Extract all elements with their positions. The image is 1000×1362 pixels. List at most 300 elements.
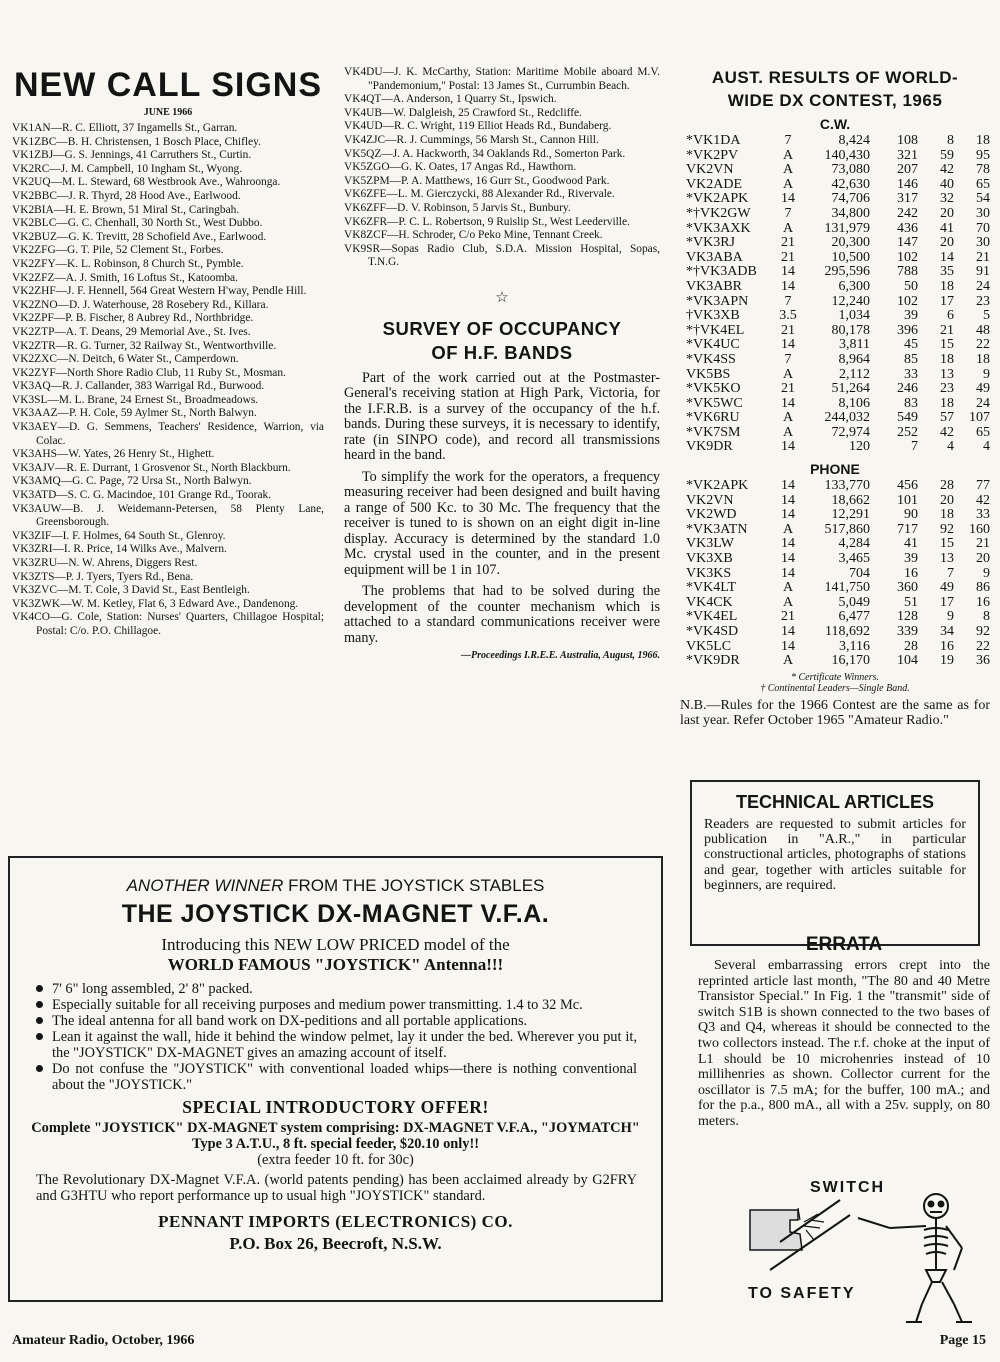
result-row	[686, 397, 990, 412]
ad-kicker	[10, 876, 661, 896]
result-multiplier-b: 92	[976, 624, 990, 639]
ad-intro-line-2: WORLD FAMOUS "JOYSTICK" Antenna!!!	[167, 955, 504, 974]
joystick-advertisement	[8, 856, 663, 1302]
call-sign-entry: VK2ZTP—A. T. Deans, 29 Memorial Ave., St. Ives.	[12, 325, 251, 338]
result-row	[686, 581, 990, 596]
result-band: 21	[781, 249, 795, 265]
call-sign-entry: VK3ZRI—I. R. Price, 14 Wilks Ave., Malvern.	[12, 543, 227, 556]
result-multiplier-a: 13	[940, 551, 954, 567]
call-sign-entry: VK3AHS—W. Yates, 26 Henry St., Highett.	[12, 448, 215, 461]
result-qsos: 39	[904, 308, 918, 324]
footer-page-number: Page 15	[939, 1333, 986, 1348]
errata-body: Several embarrassing errors crept into the reprinted article last month, "The 80 and 40 Metre Transistor Special." In Fig. 1 the "transmit" side of switch S1B is shown connected to the two bases of Q3 and Q4, whereas it should be connected to the two collectors instead. The r.f. choke at the input of L1 should be 10 microhenries instead of 10 millihenries as shown. Collector current for the oscillator is 7.5 mA; for the buffer, 100 mA.; and for the p.a., 800 mA., all with a 25v. supply, on 80 meters.	[698, 958, 990, 1129]
result-row	[686, 295, 990, 310]
result-points: 74,706	[831, 191, 870, 207]
result-multiplier-a: 35	[940, 264, 954, 280]
result-points: 16,170	[831, 653, 870, 669]
result-points: 80,178	[831, 322, 870, 338]
result-multiplier-b: 4	[983, 439, 990, 455]
result-row	[686, 368, 990, 383]
result-multiplier-b: 24	[976, 278, 990, 294]
call-sign-entry: VK2ZXC—N. Deitch, 6 Water St., Camperdown.	[12, 353, 239, 366]
result-multiplier-a: 32	[940, 191, 954, 207]
result-multiplier-a: 18	[940, 395, 954, 411]
new-call-signs-heading: NEW CALL SIGNS	[13, 66, 323, 104]
middle-column	[344, 66, 660, 661]
result-row	[686, 552, 990, 567]
call-sign-entry: VK6ZFR—P. C. L. Robertson, 9 Ruislip St., West Leederville.	[344, 215, 630, 228]
result-points: 140,430	[824, 147, 870, 163]
result-band: 21	[781, 609, 795, 625]
result-multiplier-a: 18	[940, 507, 954, 523]
ad-feature-item	[36, 981, 637, 997]
result-station-call: *VK2PV	[686, 147, 739, 163]
ad-offer-title: SPECIAL INTRODUCTORY OFFER!	[182, 1097, 489, 1117]
result-row	[686, 222, 990, 237]
result-row	[686, 192, 990, 207]
call-sign-entry: VK8ZCF—H. Schroder, C/o Peko Mine, Tennant Creek.	[344, 229, 603, 242]
result-station-call: VK9DR	[686, 439, 733, 455]
call-sign-entry: VK2BUZ—G. K. Trevitt, 28 Schofield Ave., Earlwood.	[12, 230, 267, 243]
result-points: 10,500	[831, 249, 870, 265]
result-row	[686, 163, 990, 178]
result-station-call: *VK4LT	[686, 580, 737, 596]
result-row	[686, 207, 990, 222]
result-qsos: 104	[897, 653, 918, 669]
result-multiplier-b: 78	[976, 162, 990, 178]
result-station-call: VK3LW	[686, 536, 734, 552]
result-row	[686, 338, 990, 353]
result-multiplier-b: 36	[976, 653, 990, 669]
result-row	[686, 537, 990, 552]
result-station-call: *VK3APN	[686, 293, 749, 309]
call-sign-entry: VK4UD—R. C. Wright, 119 Elliot Heads Rd., Bundaberg.	[344, 120, 612, 133]
footnote-certificate: * Certificate Winners.	[790, 671, 880, 683]
errata-section	[698, 934, 990, 1130]
ad-intro-line-1: Introducing this NEW LOW PRICED model of the	[161, 935, 510, 954]
result-band: A	[782, 410, 794, 426]
survey-paragraph: To simplify the work for the operators, a frequency measuring receiver had been designed and built having a range of 500 Kc. to 30 Mc. The frequency that the receiver is tuned to is shown on an eight digit in-line display. Accuracy is determined by the standard 1.0 Mc. crystal used in the counter, and in the present equipment will be 1 in 107.	[344, 468, 660, 578]
result-row	[686, 265, 990, 280]
result-multiplier-a: 16	[940, 638, 954, 654]
call-sign-entry: VK2ZHF—J. F. Hennell, 564 Great Western H'way, Pendle Hill.	[12, 285, 307, 298]
result-qsos: 436	[897, 220, 918, 236]
result-row	[686, 479, 990, 494]
result-station-call: *VK6RU	[686, 410, 740, 426]
result-qsos: 242	[897, 205, 918, 221]
result-points: 2,112	[839, 366, 870, 382]
result-points: 12,291	[831, 507, 870, 523]
result-station-call: VK5BS	[686, 366, 731, 382]
result-qsos: 317	[897, 191, 918, 207]
call-sign-entry: VK4QT—A. Anderson, 1 Quarry St., Ipswich.	[344, 93, 557, 106]
result-station-call: *†VK3ADB	[686, 264, 757, 280]
result-station-call: VK2ADE	[686, 176, 742, 192]
result-row	[686, 654, 990, 669]
result-points: 141,750	[824, 580, 870, 596]
result-station-call: *VK4EL	[686, 609, 738, 625]
call-sign-entry: VK2BLC—G. C. Chenhall, 30 North St., West Dubbo.	[12, 217, 263, 230]
call-sign-entry: VK3ZWK—W. M. Ketley, Flat 6, 3 Edward Ave., Dandenong.	[12, 597, 299, 610]
result-band: 14	[781, 624, 795, 639]
result-band: A	[782, 162, 794, 178]
call-sign-entry: VK2ZFG—G. T. Pile, 52 Clement St., Forbes.	[12, 244, 224, 257]
call-sign-entry: VK2BBC—J. R. Thyrd, 28 Hood Ave., Earlwood.	[12, 189, 241, 202]
call-sign-entry: VK2ZNO—D. J. Waterhouse, 28 Rosebery Rd., Killara.	[12, 298, 269, 311]
result-station-call: *VK2APK	[686, 478, 749, 494]
call-sign-entry: VK1AN—R. C. Elliott, 37 Ingamells St., Garran.	[12, 122, 238, 134]
call-sign-entry: VK5QZ—J. A. Hackworth, 34 Oaklands Rd., Somerton Park.	[344, 147, 626, 160]
result-qsos: 28	[904, 638, 918, 654]
result-multiplier-b: 24	[976, 395, 990, 411]
result-band: A	[782, 580, 794, 596]
result-points: 131,979	[824, 220, 870, 236]
result-multiplier-a: 40	[940, 176, 954, 192]
result-multiplier-a: 42	[940, 424, 954, 440]
result-qsos: 85	[904, 351, 918, 367]
result-multiplier-a: 34	[940, 624, 954, 639]
call-sign-entry: VK3ZTS—P. J. Tyers, Tyers Rd., Bena.	[12, 570, 194, 583]
result-points: 118,692	[825, 624, 870, 639]
call-sign-entry: VK2UQ—M. L. Steward, 68 Westbrook Ave., Wahroonga.	[12, 176, 281, 189]
result-band: 7	[784, 205, 792, 221]
result-station-call: VK3ABR	[686, 278, 743, 294]
cw-results-table	[686, 134, 990, 455]
result-points: 4,284	[838, 536, 870, 552]
call-sign-entry: VK4DU—J. K. McCarthy, Station: Maritime Mobile aboard M.V. "Pandemonium," Postal: 13 James St., Currumbin Beach.	[344, 66, 660, 92]
result-points: 6,300	[838, 278, 870, 294]
call-sign-entry: VK9SR—Sopas Radio Club, S.D.A. Mission Hospital, Sopas, T.N.G.	[344, 242, 660, 269]
call-sign-entry: VK3ATD—S. C. G. Macindoe, 101 Grange Rd., Toorak.	[12, 489, 272, 502]
result-band: 7	[784, 133, 792, 148]
result-qsos: 788	[897, 264, 918, 280]
result-multiplier-b: 48	[976, 322, 990, 338]
result-qsos: 396	[897, 322, 918, 338]
ad-feature-text: Do not confuse the "JOYSTICK" with conventional loaded whips—there is nothing conventional about the "JOYSTICK."	[52, 1061, 637, 1093]
result-qsos: 33	[904, 366, 918, 382]
bullet-icon	[36, 1065, 43, 1072]
result-points: 73,080	[831, 162, 870, 178]
result-multiplier-b: 5	[983, 308, 990, 324]
result-points: 295,596	[824, 264, 870, 280]
result-row	[686, 251, 990, 266]
result-multiplier-a: 6	[947, 308, 954, 324]
call-sign-entry: VK3AEY—D. G. Semmens, Teachers' Residence, Warrion, via Colac.	[12, 421, 324, 447]
result-multiplier-a: 17	[940, 594, 954, 610]
result-multiplier-a: 21	[940, 322, 954, 338]
result-band: 14	[781, 536, 795, 552]
result-multiplier-b: 160	[969, 521, 990, 537]
result-multiplier-a: 9	[947, 609, 954, 625]
bullet-icon	[36, 1017, 43, 1024]
ad-kicker-rest: FROM THE JOYSTICK STABLES	[288, 876, 545, 895]
ad-feature-item	[36, 1029, 637, 1061]
result-station-call: *VK3AXK	[686, 220, 751, 236]
footer-publication: Amateur Radio, October, 1966	[12, 1333, 195, 1348]
result-band: A	[782, 220, 794, 236]
call-sign-entry: VK5ZPM—P. A. Matthews, 16 Gurr St., Goodwood Park.	[344, 174, 610, 187]
call-sign-entry: VK2RC—J. M. Campbell, 10 Ingham St., Wyong.	[12, 162, 243, 175]
result-multiplier-a: 15	[940, 536, 954, 552]
result-band: 7	[784, 293, 792, 309]
result-points: 8,964	[838, 351, 870, 367]
bullet-icon	[36, 985, 43, 992]
result-station-call: *VK3ATN	[686, 521, 748, 537]
result-qsos: 252	[897, 424, 918, 440]
skeleton-illustration	[740, 1170, 980, 1330]
result-qsos: 146	[897, 176, 918, 192]
switch-box-shape	[750, 1210, 802, 1250]
call-sign-entry: VK6ZFE—L. M. Gierczycki, 88 Alexander Rd., Rivervale.	[344, 188, 615, 201]
result-qsos: 83	[904, 395, 918, 411]
result-points: 704	[849, 565, 870, 581]
result-multiplier-b: 107	[969, 410, 990, 426]
result-band: 14	[781, 278, 795, 294]
result-station-call: *VK9DR	[686, 653, 740, 669]
result-row	[686, 178, 990, 193]
result-band: 14	[781, 551, 795, 567]
survey-citation: —Proceedings I.R.E.E. Australia, August, 1966.	[460, 650, 660, 662]
result-multiplier-b: 91	[976, 264, 990, 280]
result-multiplier-b: 9	[983, 366, 990, 382]
result-band: A	[782, 424, 794, 440]
dateline: JUNE 1966	[143, 107, 193, 118]
result-points: 72,974	[831, 424, 870, 440]
result-band: 21	[781, 322, 795, 338]
result-multiplier-b: 22	[976, 337, 990, 353]
result-band: 14	[781, 638, 795, 654]
call-sign-entry: VK3AAZ—P. H. Cole, 59 Aylmer St., North Balwyn.	[12, 407, 257, 420]
result-qsos: 41	[904, 536, 918, 552]
ad-feature-item	[36, 1061, 637, 1093]
result-qsos: 45	[904, 337, 918, 353]
ad-feature-text: 7' 6" long assembled, 2' 8" packed.	[52, 981, 253, 997]
result-multiplier-b: 33	[976, 507, 990, 523]
result-station-call: *†VK4EL	[686, 322, 745, 338]
result-row	[686, 610, 990, 625]
result-station-call: *VK5WC	[686, 395, 743, 411]
result-band: 21	[781, 381, 795, 397]
result-row	[686, 382, 990, 397]
result-points: 517,860	[824, 521, 870, 537]
result-multiplier-a: 17	[940, 293, 954, 309]
survey-title-line-1: SURVEY OF OCCUPANCY	[382, 317, 622, 339]
result-qsos: 128	[897, 609, 918, 625]
result-points: 12,240	[831, 293, 870, 309]
new-call-signs-column	[12, 66, 324, 639]
ad-offer-extra: (extra feeder 10 ft. for 30c)	[257, 1152, 414, 1168]
result-multiplier-b: 21	[976, 249, 990, 265]
footnote-continental: † Continental Leaders—Single Band.	[760, 682, 910, 694]
result-qsos: 360	[897, 580, 918, 596]
ad-feature-text: The ideal antenna for all band work on DX-peditions and all portable applications.	[52, 1013, 528, 1029]
result-station-call: VK2WD	[686, 507, 737, 523]
result-multiplier-b: 30	[976, 235, 990, 251]
result-station-call: VK3XB	[686, 551, 733, 567]
call-sign-entry: VK1ZBC—B. H. Christensen, 1 Bosch Place, Chifley.	[12, 135, 261, 148]
result-row	[686, 411, 990, 426]
result-points: 244,032	[824, 410, 870, 426]
result-points: 3,465	[838, 551, 870, 567]
result-row	[686, 567, 990, 582]
result-qsos: 101	[897, 492, 918, 508]
result-band: 14	[781, 439, 795, 455]
errata-heading: ERRATA	[805, 934, 883, 955]
result-qsos: 102	[897, 293, 918, 309]
result-multiplier-a: 18	[940, 278, 954, 294]
result-multiplier-b: 54	[976, 191, 990, 207]
result-points: 1,034	[838, 308, 870, 324]
result-row	[686, 523, 990, 538]
result-row	[686, 625, 990, 640]
result-points: 133,770	[824, 478, 870, 494]
result-qsos: 51	[904, 594, 918, 610]
call-sign-entry: VK3ZVC—M. T. Cole, 3 David St., East Bentleigh.	[12, 584, 250, 597]
call-sign-entry: VK4CO—G. Cole, Station: Nurses' Quarters, Chillagoe Hospital; Postal: C/o. P.O. Chillagoe.	[12, 611, 324, 637]
result-row	[686, 640, 990, 655]
result-row	[686, 596, 990, 611]
result-band: 14	[781, 492, 795, 508]
result-multiplier-a: 19	[940, 653, 954, 669]
result-row	[686, 353, 990, 368]
result-points: 8,424	[838, 133, 870, 148]
result-band: A	[782, 521, 794, 537]
result-multiplier-a: 14	[940, 249, 954, 265]
result-multiplier-b: 65	[976, 424, 990, 440]
result-multiplier-a: 57	[940, 410, 954, 426]
call-sign-entry: VK2ZPF—P. B. Fischer, 8 Aubrey Rd., Northbridge.	[12, 312, 254, 325]
result-qsos: 549	[897, 410, 918, 426]
result-multiplier-a: 20	[940, 235, 954, 251]
result-station-call: VK5LC	[686, 638, 732, 654]
dx-results-title-line-2: WIDE DX CONTEST, 1965	[727, 91, 943, 110]
result-multiplier-b: 23	[976, 293, 990, 309]
call-sign-list-continued	[344, 66, 660, 270]
result-band: A	[782, 594, 794, 610]
result-multiplier-b: 18	[976, 351, 990, 367]
result-band: 21	[781, 235, 795, 251]
ad-feature-item	[36, 1013, 637, 1029]
result-multiplier-a: 8	[947, 133, 954, 148]
survey-paragraph: The problems that had to be solved during the development of the counter mechanism which is attached to a standard communications receiver were many.	[344, 583, 660, 646]
result-multiplier-a: 20	[940, 205, 954, 221]
result-points: 120	[849, 439, 870, 455]
ad-company: PENNANT IMPORTS (ELECTRONICS) CO.	[158, 1212, 513, 1231]
result-qsos: 7	[911, 439, 918, 455]
result-qsos: 50	[904, 278, 918, 294]
call-sign-entry: VK2ZYF—North Shore Radio Club, 11 Ruby St., Mosman.	[12, 366, 286, 379]
result-qsos: 456	[897, 478, 918, 494]
result-row	[686, 134, 990, 149]
call-sign-entry: VK3ZIF—I. F. Holmes, 64 South St., Glenroy.	[12, 529, 226, 542]
call-sign-entry: VK3AMQ—G. C. Page, 72 Ursa St., North Balwyn.	[12, 475, 252, 488]
result-points: 51,264	[831, 381, 870, 397]
nb-rules-note: N.B.—Rules for the 1966 Contest are the same as for last year. Refer October 1965 "Amateur Radio."	[680, 697, 990, 729]
result-row	[686, 309, 990, 324]
result-multiplier-a: 49	[940, 580, 954, 596]
result-row	[686, 508, 990, 523]
result-station-call: *VK4SS	[686, 351, 736, 367]
result-multiplier-a: 23	[940, 381, 954, 397]
result-band: 14	[781, 264, 795, 280]
dx-contest-results	[680, 66, 990, 729]
result-multiplier-b: 49	[976, 381, 990, 397]
call-sign-entry: VK2ZTR—R. G. Turner, 32 Railway St., Wentworthville.	[12, 339, 277, 352]
result-station-call: *VK4UC	[686, 337, 740, 353]
result-row	[686, 426, 990, 441]
result-station-call: *VK1DA	[686, 133, 741, 148]
result-station-call: VK3ABA	[686, 249, 743, 265]
result-qsos: 321	[897, 147, 918, 163]
result-points: 42,630	[831, 176, 870, 192]
phone-results-table	[686, 479, 990, 669]
result-band: A	[782, 366, 794, 382]
result-row	[686, 324, 990, 339]
result-station-call: VK4CK	[686, 594, 733, 610]
result-multiplier-a: 13	[940, 366, 954, 382]
bullet-icon	[36, 1033, 43, 1040]
result-multiplier-b: 30	[976, 205, 990, 221]
result-station-call: *VK5KO	[686, 381, 741, 397]
survey-title-line-2: OF H.F. BANDS	[431, 341, 573, 363]
cartoon-bottom-text: TO SAFETY	[748, 1285, 856, 1302]
result-multiplier-a: 59	[940, 147, 954, 163]
result-qsos: 246	[897, 381, 918, 397]
ad-title: THE JOYSTICK DX-MAGNET V.F.A.	[121, 900, 550, 928]
result-station-call: *VK7SM	[686, 424, 741, 440]
result-multiplier-a: 20	[940, 492, 954, 508]
result-points: 3,811	[839, 337, 870, 353]
ad-feature-list	[36, 981, 637, 1093]
result-station-call: *†VK2GW	[686, 205, 751, 221]
result-multiplier-a: 15	[940, 337, 954, 353]
result-points: 18,662	[831, 492, 870, 508]
result-station-call: †VK3XB	[686, 308, 740, 324]
result-band: 14	[781, 191, 795, 207]
result-qsos: 717	[897, 521, 918, 537]
result-points: 6,477	[838, 609, 870, 625]
result-multiplier-b: 70	[976, 220, 990, 236]
ad-kicker-italic: ANOTHER WINNER	[126, 876, 284, 895]
result-band: A	[782, 147, 794, 163]
call-sign-entry: VK5ZGO—G. K. Oates, 17 Angas Rd., Hawthorn.	[344, 161, 577, 174]
result-row	[686, 280, 990, 295]
call-sign-entry: VK4UB—W. Dalgleish, 25 Crawford St., Redcliffe.	[344, 106, 582, 119]
result-multiplier-b: 42	[976, 492, 990, 508]
switch-to-safety-cartoon	[740, 1170, 980, 1330]
survey-paragraph: Part of the work carried out at the Postmaster-General's receiving station at High Park, Victoria, for the I.F.R.B. is a survey of the occupancy of the h.f. bands. During these surveys, it is necessary to identify, rate (in SINPO code), and record all transmissions heard in the band.	[344, 369, 660, 464]
dx-results-title-line-1: AUST. RESULTS OF WORLD-	[711, 68, 959, 87]
result-multiplier-a: 42	[940, 162, 954, 178]
call-sign-entry: VK3ZRU—N. W. Ahrens, Diggers Rest.	[12, 557, 198, 569]
result-band: A	[782, 653, 794, 669]
ad-feature-text: Especially suitable for all receiving purposes and medium power transmitting. 1.4 to 32 Mc.	[52, 997, 583, 1013]
result-multiplier-a: 18	[940, 351, 954, 367]
result-multiplier-a: 4	[947, 439, 954, 455]
result-multiplier-b: 77	[976, 478, 990, 494]
result-points: 3,116	[839, 638, 870, 654]
call-sign-entry: VK3AUW—B. J. Weidemann-Petersen, 58 Plenty Lane, Greensborough.	[12, 502, 324, 529]
result-station-call: VK2VN	[686, 492, 734, 508]
call-sign-entry: VK2ZFZ—A. J. Smith, 16 Loftus St., Katoomba.	[12, 271, 238, 284]
result-band: 14	[781, 395, 795, 411]
result-station-call: VK3KS	[686, 565, 732, 581]
result-band: 3.5	[779, 308, 797, 324]
call-sign-entry: VK3SL—M. L. Brane, 24 Ernest St., Broadmeadows.	[12, 393, 259, 406]
result-station-call: *VK4SD	[686, 624, 739, 639]
result-qsos: 39	[904, 551, 918, 567]
technical-articles-heading: TECHNICAL ARTICLES	[736, 792, 934, 812]
